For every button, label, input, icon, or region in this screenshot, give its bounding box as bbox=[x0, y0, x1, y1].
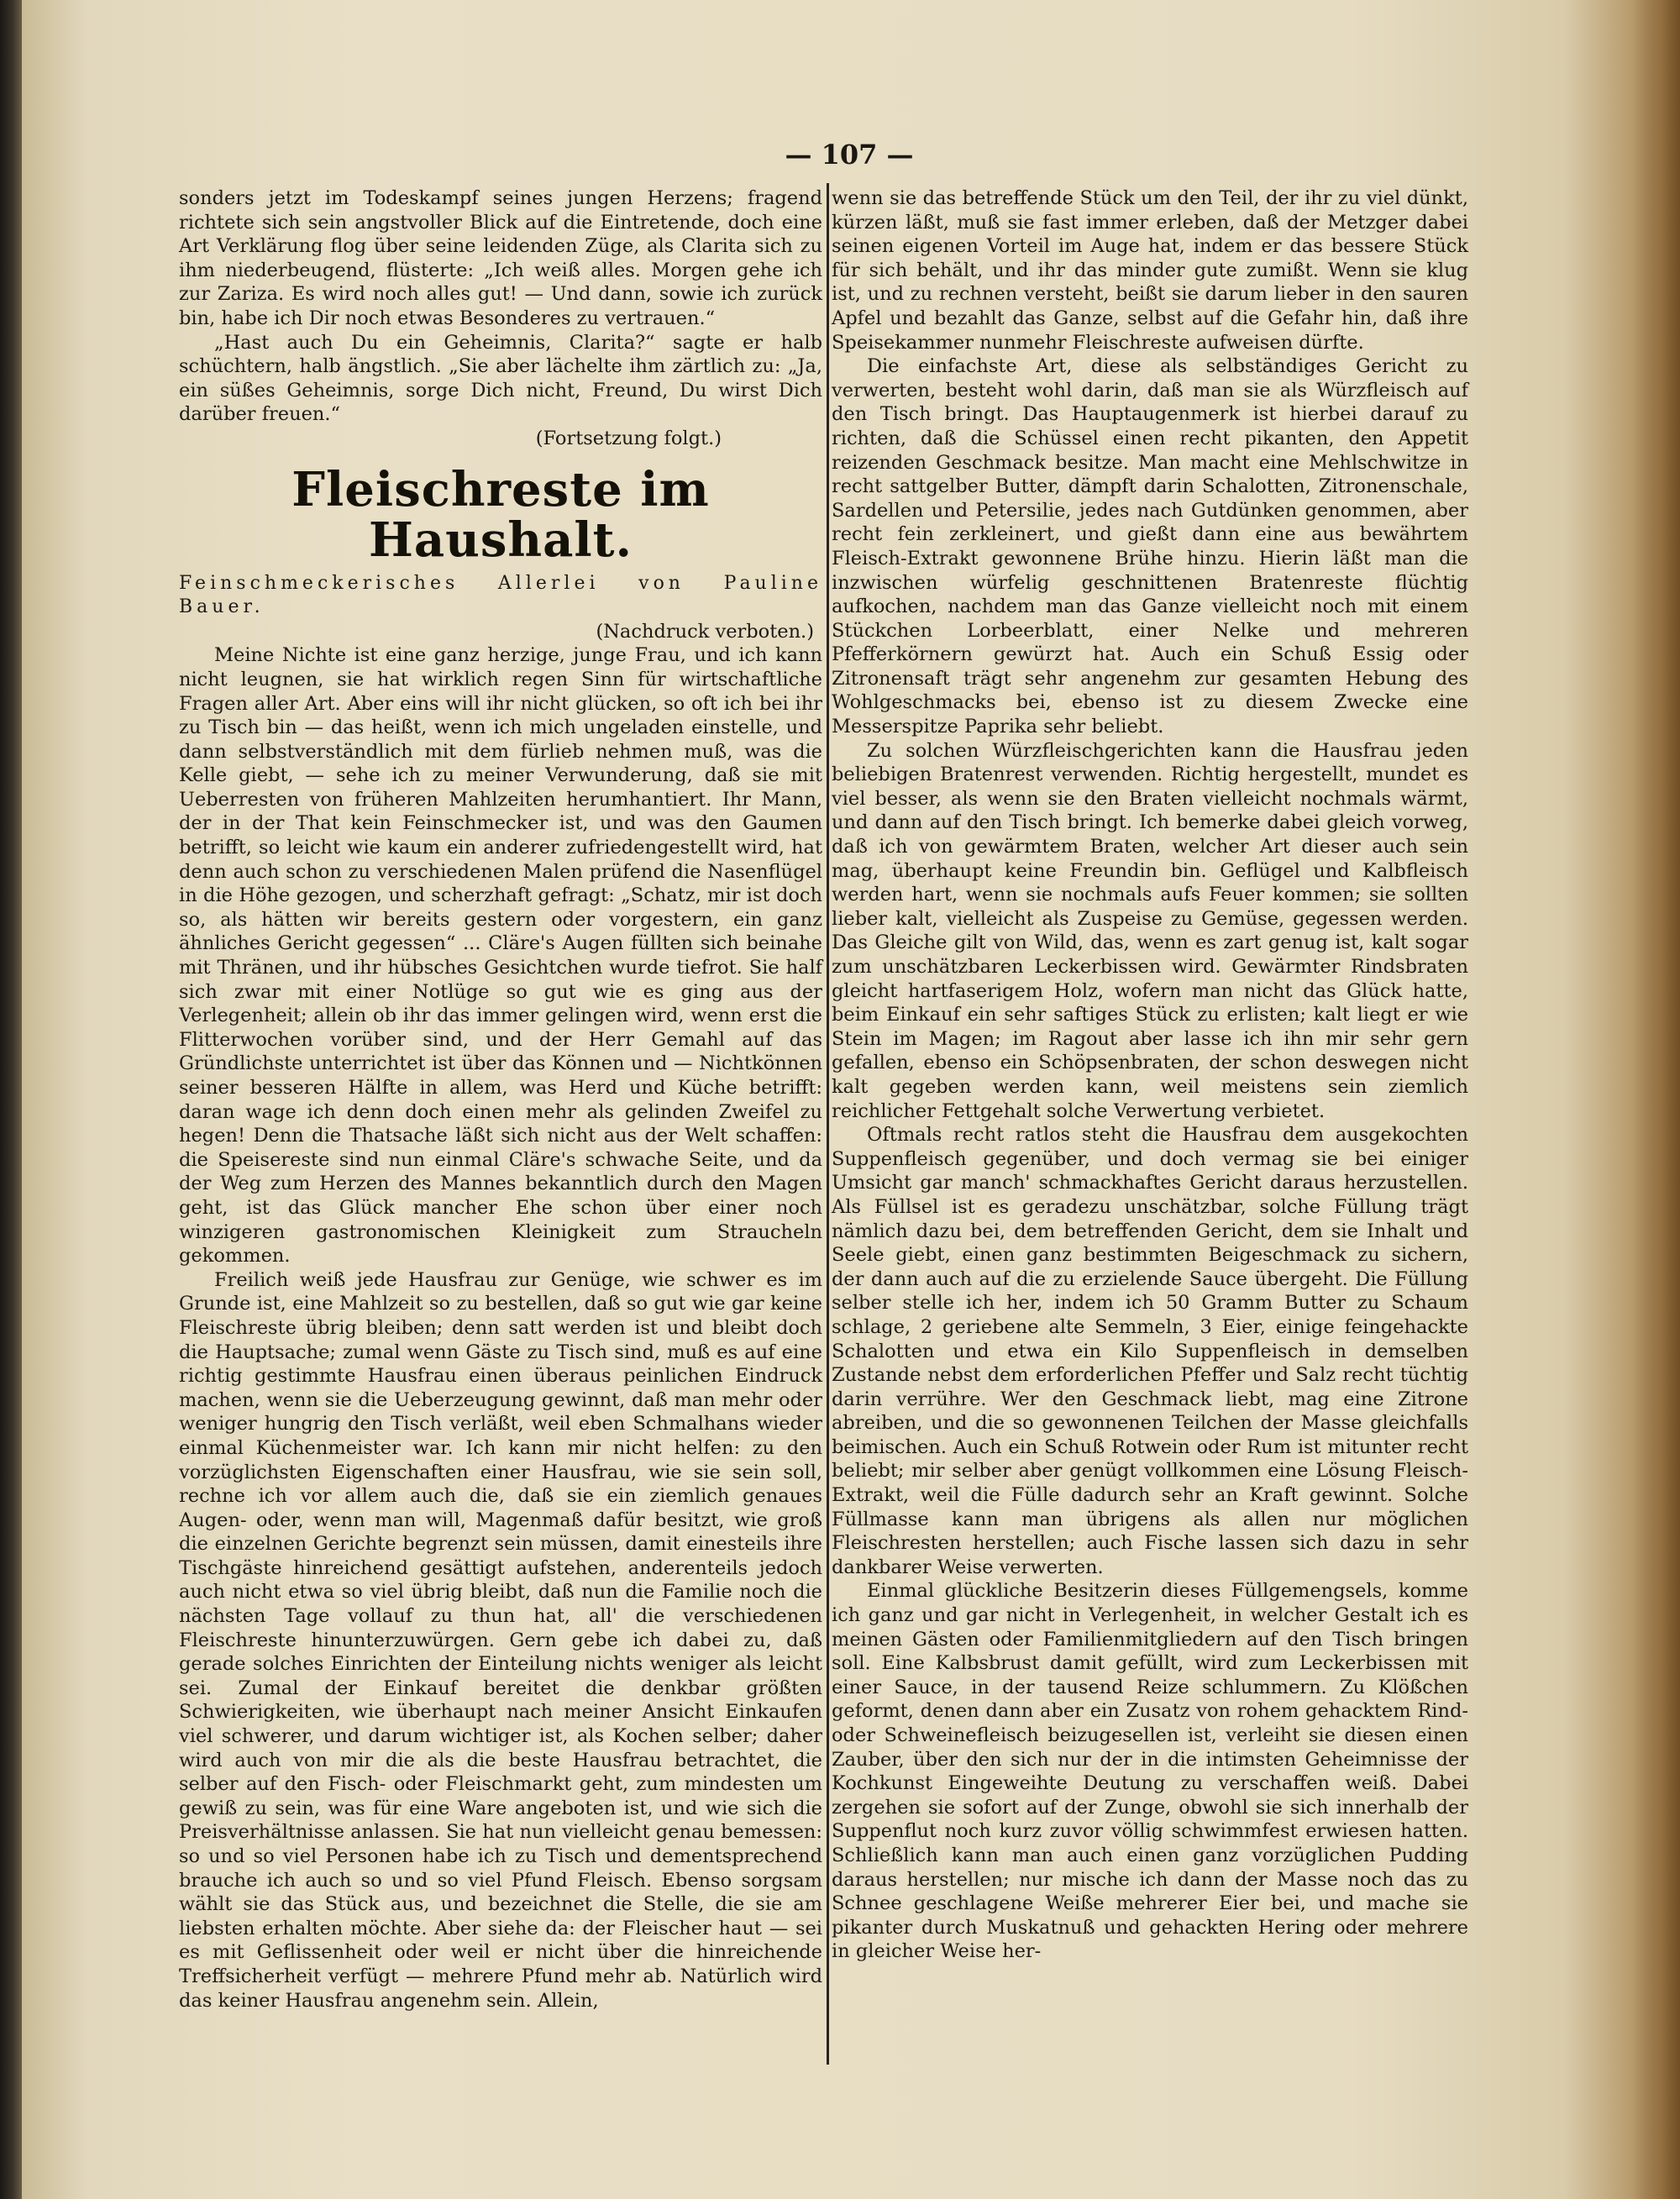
story-ending-paragraph: sonders jetzt im Todeskampf seines jungen Herzens; fragend richtete sich sein angstvoller Blick auf die Eintretende, doch eine Art Verklärung flog über seine leidenden Züge, als Clarita sich zu ihm niederbeugend, flüsterte: „Ich weiß alles. Morgen gehe ich zur Zariza. Es wird noch alles gut! — Und dann, sowie ich zurück bin, habe ich Dir noch etwas Besonderes zu vertrauen.“ bbox=[179, 187, 822, 329]
page-number: — 107 — bbox=[785, 139, 914, 171]
article-paragraph: Meine Nichte ist eine ganz herzige, junge Frau, und ich kann nicht leugnen, sie hat wirklich regen Sinn für wirtschaftliche Fragen aller Art. Aber eins will ihr nicht glücken, so oft ich bei ihr zu Tisch bin — das heißt, wenn ich mich ungeladen einstelle, und dann selbstverständlich mit dem fürlieb nehmen muß, was die Kelle giebt, — sehe ich zu meiner Verwunderung, daß sie mit Ueberresten von früheren Mahlzeiten herumhantiert. Ihr Mann, der in der That kein Feinschmecker ist, und was den Gaumen betrifft, so leicht wie kaum ein anderer zufriedengestellt wird, hat denn auch schon zu verschiedenen Malen prüfend die Nasenflügel in die Höhe gezogen, und scherzhaft gefragt: „Schatz, mir ist doch so, als hätten wir bereits gestern oder vorgestern, ein ganz ähnliches Gericht gegessen“ ... Cläre's Augen füllten sich beinahe mit Thränen, und ihr hübsches Gesichtchen wurde tiefrot. Sie half sich zwar mit einer Notlüge so gut wie es ging aus der Verlegenheit; allein ob ihr das immer gelingen wird, wenn erst die Flitterwochen vorüber sind, und der Herr Gemahl auf das Gründlichste unterrichtet ist über das Können und — Nichtkönnen seiner besseren Hälfte in allem, was Herd und Küche betrifft: daran wage ich denn doch einen mehr als gelinden Zweifel zu hegen! Denn die Thatsache läßt sich nicht aus der Welt schaffen: die Speisereste sind nun einmal Cläre's schwache Seite, und da der Weg zum Herzen des Mannes bekanntlich durch den Magen geht, ist das Glück mancher Ehe schon über einer noch winzigeren gastronomischen Kleinigkeit zum Straucheln gekommen. bbox=[179, 644, 822, 1267]
article-paragraph: Einmal glückliche Besitzerin dieses Füllgemengsels, komme ich ganz und gar nicht in Verlegenheit, in welcher Gestalt ich es meinen Gästen oder Familienmitgliedern auf den Tisch bringen soll. Eine Kalbsbrust damit gefüllt, wird zum Leckerbissen mit einer Sauce, in der tausend Reize schlummern. Zu Klößchen geformt, denen dann aber ein Zusatz von rohem gehacktem Rind- oder Schweinefleisch beizugesellen ist, verleiht sie diesen einen Zauber, über den sich nur der in die intimsten Geheimnisse der Kochkunst Eingeweihte Deutung zu verschaffen weiß. Dabei zergehen sie sofort auf der Zunge, obwohl sie sich innerhalb der Suppenflut noch kurz zuvor völlig schwimmfest erwiesen hatten. Schließlich kann man auch einen ganz vorzüglichen Pudding daraus herstellen; nur mische ich dann der Masse noch das zu Schnee geschlagene Weiße mehrerer Eier bei, und mache sie pikanter durch Muskatnuß und gehackten Hering oder mehrere in gleicher Weise her- bbox=[832, 1580, 1468, 1963]
article-title: Fleischreste im Haushalt. bbox=[291, 461, 710, 568]
article-paragraph: Zu solchen Würzfleischgerichten kann die Hausfrau jeden beliebigen Bratenrest verwenden. Richtig hergestellt, mundet es viel besser, als wenn sie den Braten vielleicht nochmals wärmt, und dann auf den Tisch bringt. Ich bemerke dabei gleich vorweg, daß ich von gewärmtem Braten, welcher Art dieser auch sein mag, überhaupt keine Freundin bin. Geflügel und Kalbfleisch werden hart, wenn sie nochmals aufs Feuer kommen; sie sollten lieber kalt, vielleicht als Zuspeise zu Gemüse, gegessen werden. Das Gleiche gilt von Wild, das, wenn es zart genug ist, kalt sogar zum unschätzbaren Leckerbissen wird. Gewärmter Rindsbraten gleicht hartfaserigem Holz, wofern man nicht das Glück hatte, beim Einkauf ein sehr saftiges Stück zu erlisten; kalt liegt er wie Stein im Magen; im Ragout aber lasse ich ihn mir sehr gern gefallen, ebenso ein Schöpsenbraten, der schon deswegen nicht kalt gegeben werden kann, weil meistens sein ziemlich reichlicher Fettgehalt solche Verwertung verbietet. bbox=[832, 739, 1468, 1122]
left-column bbox=[179, 186, 822, 2013]
reprint-notice: (Nachdruck verboten.) bbox=[596, 620, 814, 643]
article-paragraph: Freilich weiß jede Hausfrau zur Genüge, wie schwer es im Grunde ist, eine Mahlzeit so zu bestellen, daß so gut wie gar keine Fleischreste übrig bleiben; denn satt werden ist und bleibt doch die Hauptsache; zumal wenn Gäste zu Tisch sind, muß es auf eine richtig gestimmte Hausfrau einen überaus peinlichen Eindruck machen, wenn sie die Ueberzeugung gewinnt, daß man mehr oder weniger hungrig den Tisch verläßt, weil eben Schmalhans wieder einmal Küchenmeister war. Ich kann mir nicht helfen: zu den vorzüglichsten Eigenschaften einer Hausfrau, wie sie sein soll, rechne ich vor allem auch die, daß sie ein ziemlich genaues Augen- oder, wenn man will, Magenmaß dafür besitzt, wie groß die einzelnen Gerichte begrenzt sein müssen, damit einesteils ihre Tischgäste hinreichend gesättigt aufstehen, anderenteils jedoch auch nicht etwa so viel übrig bleibt, daß nun die Familie noch die nächsten Tage vollauf zu thun hat, all' die verschiedenen Fleischreste hinunterzuwürgen. Gern gebe ich dabei zu, daß gerade solches Einrichten der Einteilung nichts weniger als leicht sei. Zumal der Einkauf bereitet die denkbar größten Schwierigkeiten, wie überhaupt nach meiner Ansicht Einkaufen viel schwerer, und darum wichtiger ist, als Kochen selber; daher wird auch von mir die als die beste Hausfrau betrachtet, die selber auf den Fisch- oder Fleischmarkt geht, zum mindesten um gewiß zu sein, was für eine Ware angeboten ist, und wie sich die Preisverhältnisse anlassen. Sie hat nun vielleicht genau bemessen: so und so viel Personen habe ich zu Tisch und dementsprechend brauche ich auch so und so viel Pfund Fleisch. Ebenso sorgsam wählt sie das Stück aus, und bezeichnet die Stelle, die sie am liebsten erhalten möchte. Aber siehe da: der Fleischer haut — sei es mit Geflissenheit oder weil er nicht über die hinreichende Treffsicherheit verfügt — mehrere Pfund mehr ab. Natürlich wird das keiner Hausfrau angenehm sein. Allein, bbox=[179, 1268, 822, 2012]
right-column bbox=[832, 186, 1468, 1964]
book-binding-edge bbox=[0, 0, 22, 2199]
article-paragraph: Die einfachste Art, diese als selbständiges Gericht zu verwerten, besteht wohl darin, daß man sie als Würzfleisch auf den Tisch bringt. Das Hauptaugenmerk ist hierbei darauf zu richten, daß die Schüssel einen recht pikanten, den Appetit reizenden Geschmack besitze. Man macht eine Mehlschwitze in recht sattgelber Butter, dämpft darin Schalotten, Zitronenschale, Sardellen und Petersilie, jedes nach Gutdünken genommen, aber recht fein zerkleinert, und gießt dann eine aus bewährtem Fleisch-Extrakt gewonnene Brühe hinzu. Hierin läßt man die inzwischen würfelig geschnittenen Bratenreste flüchtig aufkochen, nachdem man das Ganze vielleicht noch mit einem Stückchen Lorbeerblatt, einer Nelke und mehreren Pfefferkörnern gewürzt hat. Auch ein Schuß Essig oder Zitronensaft trägt sehr angenehm zur gesamten Hebung des Wohlgeschmacks bei, ebenso ist zu diesem Zwecke eine Messerspitze Paprika sehr beliebt. bbox=[832, 355, 1468, 738]
newspaper-page bbox=[22, 0, 1680, 2199]
article-subtitle: Feinschmeckerisches Allerlei von Pauline Bauer. bbox=[179, 572, 822, 618]
article-paragraph: wenn sie das betreffende Stück um den Teil, der ihr zu viel dünkt, kürzen läßt, muß sie fast immer erleben, daß der Metzger dabei seinen eigenen Vorteil im Auge hat, indem er das bessere Stück für sich behält, und ihr das minder gute zumißt. Wenn sie klug ist, und zu rechnen versteht, beißt sie darum lieber in den sauren Apfel und bezahlt das Ganze, selbst auf die Gefahr hin, daß ihre Speisekammer nunmehr Fleischreste aufweisen dürfte. bbox=[832, 187, 1468, 354]
story-dialogue-paragraph: „Hast auch Du ein Geheimnis, Clarita?“ sagte er halb schüchtern, halb ängstlich. „Sie aber lächelte ihm zärtlich zu: „Ja, ein süßes Geheimnis, sorge Dich nicht, Freund, Du wirst Dich darüber freuen.“ bbox=[179, 331, 822, 426]
article-paragraph: Oftmals recht ratlos steht die Hausfrau dem ausgekochten Suppenfleisch gegenüber, und doch vermag sie bei einiger Umsicht gar manch' schmackhaftes Gericht daraus herzustellen. Als Füllsel ist es geradezu unschätzbar, solche Füllung trägt nämlich dazu bei, dem betreffenden Gericht, dem sie Inhalt und Seele giebt, einen ganz bestimmten Beigeschmack zu sichern, der dann auch auf die zu erzielende Sauce übergeht. Die Füllung selber stelle ich her, indem ich 50 Gramm Butter zu Schaum schlage, 2 geriebene alte Semmeln, 3 Eier, einige feingehackte Schalotten und etwa ein Kilo Suppenfleisch in demselben Zustande nebst dem erforderlichen Pfeffer und Salz recht tüchtig darin verrühre. Wer den Geschmack liebt, mag eine Zitrone abreiben, und die so gewonnenen Teilchen der Masse gleichfalls beimischen. Auch ein Schuß Rotwein oder Rum ist mitunter recht beliebt; mir selber aber genügt vollkommen eine Lösung Fleisch-Extrakt, weil die Fülle dadurch sehr an Kraft gewinnt. Solche Füllmasse kann man übrigens als allen nur möglichen Fleischresten herstellen; auch Fische lassen sich dazu in sehr dankbarer Weise verwerten. bbox=[832, 1124, 1468, 1578]
column-divider bbox=[827, 183, 829, 2065]
continuation-note: (Fortsetzung folgt.) bbox=[535, 427, 722, 449]
